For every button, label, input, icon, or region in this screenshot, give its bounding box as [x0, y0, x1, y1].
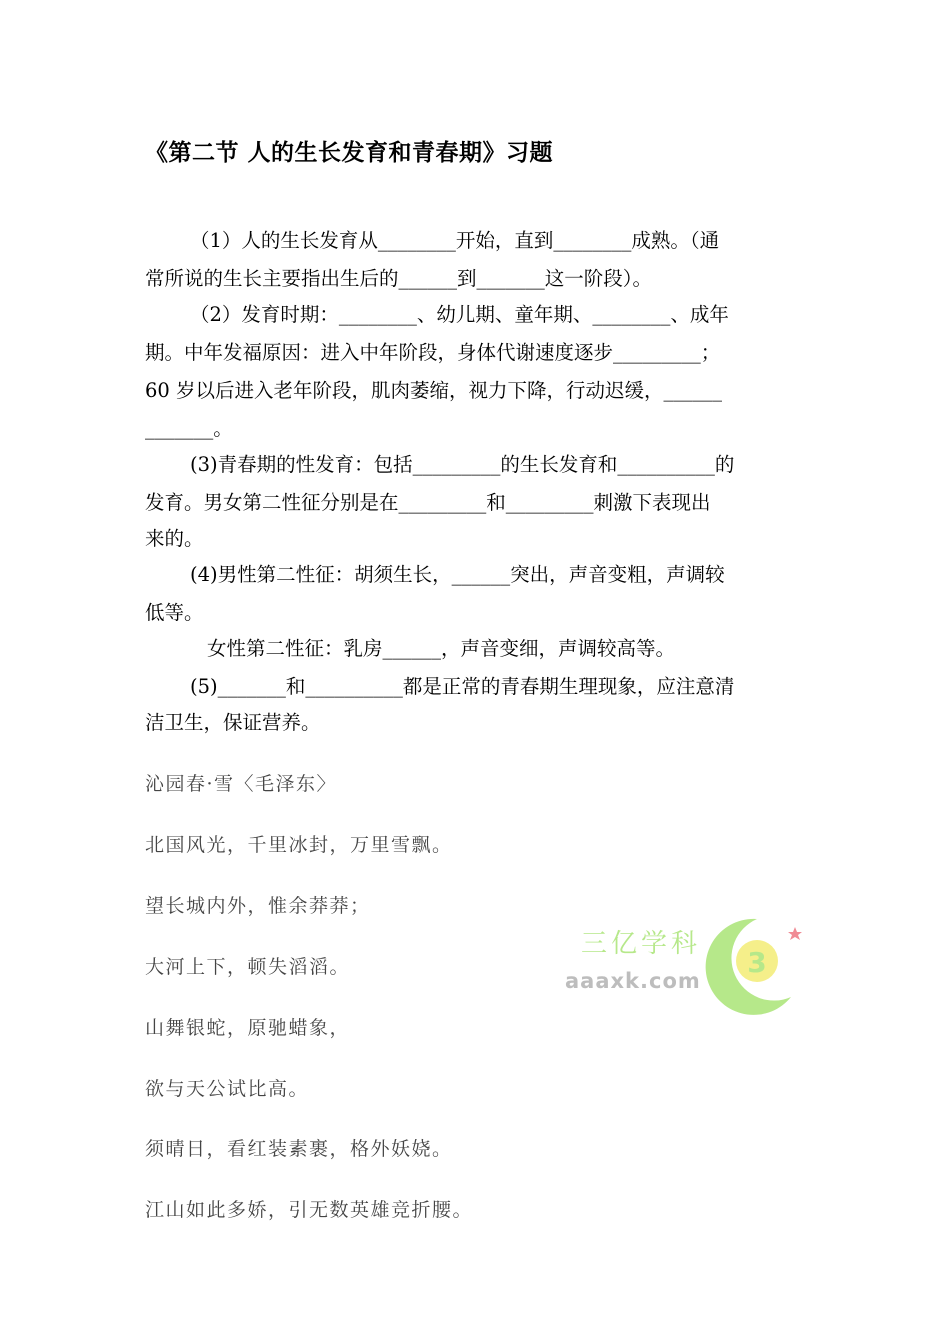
watermark-logo	[565, 915, 805, 1015]
poem-line: 须晴日，看红装素裹，格外妖娆。	[145, 1138, 453, 1160]
question-line: 期。中年发福原因：进入中年阶段，身体代谢速度逐步_________；	[145, 341, 721, 364]
poem-line: 江山如此多娇，引无数英雄竞折腰。	[145, 1199, 474, 1221]
question-line: （1）人的生长发育从________开始，直到________成熟。（通	[190, 229, 720, 252]
svg-text:3: 3	[747, 946, 767, 979]
crescent-badge-icon	[695, 915, 805, 1015]
question-line: 60 岁以后进入老年阶段，肌肉萎缩，视力下降，行动迟缓，______	[145, 379, 723, 402]
question-line: (5)_______和__________都是正常的青春期生理现象，应注意清	[190, 675, 735, 698]
document-title: 《第二节 人的生长发育和青春期》习题	[145, 139, 554, 166]
question-line: （2）发育时期：________、幼儿期、童年期、________、成年	[190, 303, 729, 326]
question-line: 常所说的生长主要指出生后的______到_______这一阶段）。	[145, 267, 653, 290]
question-line: 发育。男女第二性征分别是在_________和_________刺激下表现出	[145, 491, 711, 514]
question-line: 低等。	[145, 601, 204, 624]
poem-line: 大河上下，顿失滔滔。	[145, 956, 351, 978]
question-line: 女性第二性征：乳房______，声音变细，声调较高等。	[207, 637, 676, 660]
poem-line: 欲与天公试比高。	[145, 1078, 310, 1100]
watermark-url: aaaxk.com	[565, 969, 701, 993]
question-line: 来的。	[145, 527, 204, 550]
question-line: _______。	[145, 417, 233, 440]
question-line: (3)青春期的性发育：包括_________的生长发育和__________的	[190, 453, 735, 476]
question-line: (4)男性第二性征：胡须生长，______突出，声音变粗，声调较	[190, 563, 725, 586]
poem-title: 沁园春·雪〈毛泽东〉	[145, 773, 338, 795]
poem-line: 山舞银蛇，原驰蜡象，	[145, 1017, 351, 1039]
watermark-name: 三亿学科	[581, 929, 702, 959]
poem-line: 望长城内外，惟余莽莽；	[145, 895, 371, 917]
poem-line: 北国风光，千里冰封，万里雪飘。	[145, 834, 453, 856]
question-line: 洁卫生，保证营养。	[145, 711, 321, 734]
